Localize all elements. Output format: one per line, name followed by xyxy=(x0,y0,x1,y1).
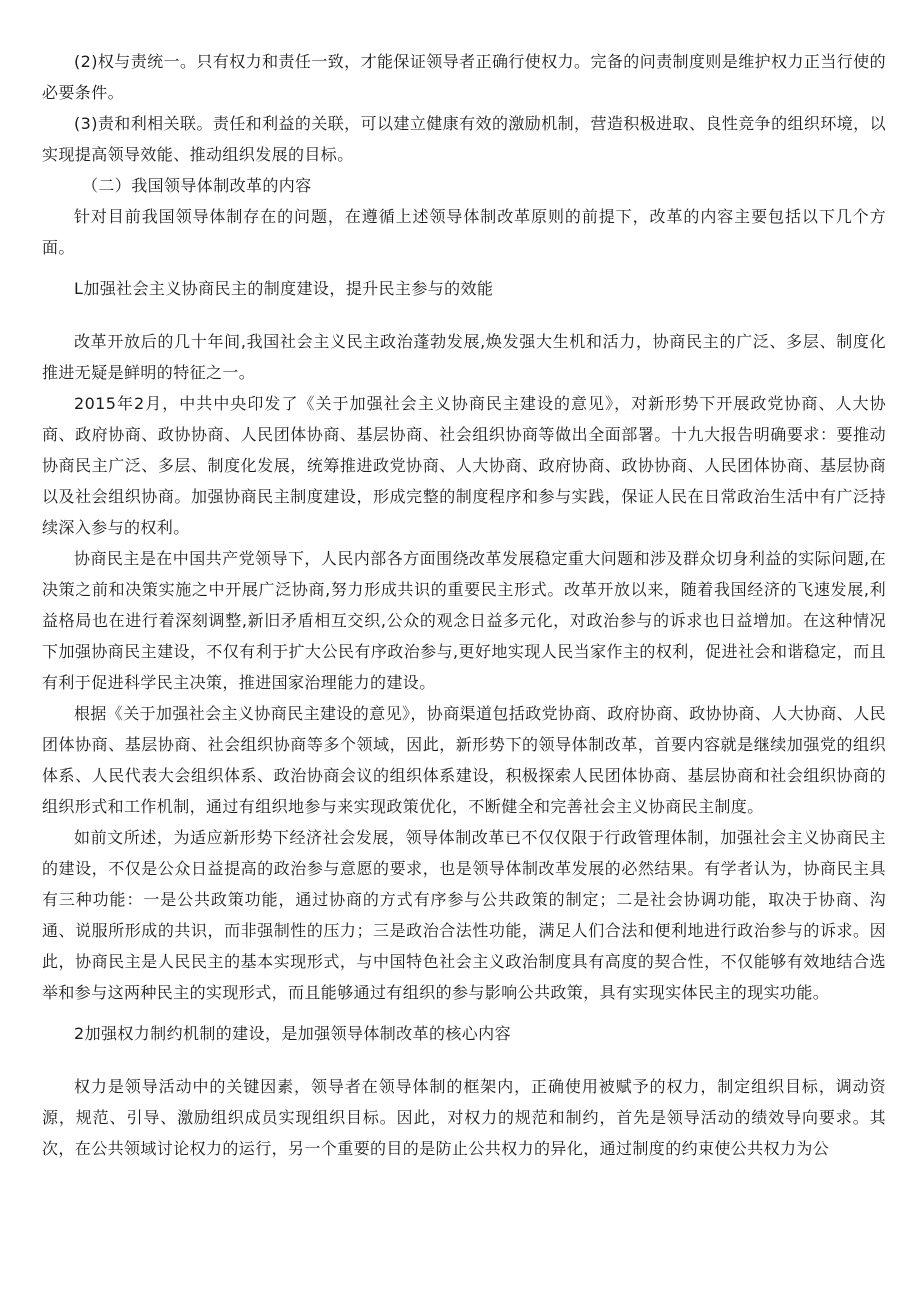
paragraph-consultation-channels: 根据《关于加强社会主义协商民主建设的意见》，协商渠道包括政党协商、政府协商、政协协商、人大协商、人民团体协商、基层协商、社会组织协商等多个领域，因此，新形势下的领导体制改革，首要内容就是继续加强党的组织体系、人民代表大会组织体系、政治协商会议的组织体系建设，积极探索人民团体协商、基层协商和社会组织协商的组织形式和工作机制，通过有组织地参与来实现政策优化，不断健全和完善社会主义协商民主制度。 xyxy=(42,704,887,816)
paragraph-responsibility-interest: (3)责和利相关联。责任和利益的关联，可以建立健康有效的激励机制，营造积极进取、良性竞争的组织环境，以实现提高领导效能、推动组织发展的目标。 xyxy=(42,114,886,164)
paragraph-reform-intro: 针对目前我国领导体制存在的问题，在遵循上述领导体制改革原则的前提下，改革的内容主要包括以下几个方面。 xyxy=(42,207,886,257)
subheading-power-restraint: 2加强权力制约机制的建设，是加强领导体制改革的核心内容 xyxy=(74,1024,511,1043)
paragraph-consultative-definition: 协商民主是在中国共产党领导下，人民内部各方面围绕改革发展稳定重大问题和涉及群众切身利益的实际问题,在决策之前和决策实施之中开展广泛协商,努力形成共识的重要民主形式。改革开放以来，随着我国经济的飞速发展,利益格局也在进行着深刻调整,新旧矛盾相互交织,公众的观念日益多元化，对政治参与的诉求也日益增加。在这种情况下加强协商民主建设，不仅有利于扩大公民有序政治参与,更好地实现人民当家作主的权利，促进社会和谐稳定，而且有利于促进科学民主决策，推进国家治理能力的建设。 xyxy=(42,549,886,692)
paragraph-democracy-development: 改革开放后的几十年间,我国社会主义民主政治蓬勃发展,焕发强大生机和活力，协商民主的广泛、多层、制度化推进无疑是鲜明的特征之一。 xyxy=(42,332,886,382)
paragraph-2015-opinion: 2015年2月，中共中央印发了《关于加强社会主义协商民主建设的意见》，对新形势下开展政党协商、人大协商、政府协商、政协协商、人民团体协商、基层协商、社会组织协商等做出全面部署。十九大报告明确要求：要推动协商民主广泛、多层、制度化发展，统筹推进政党协商、人大协商、政府协商、政协协商、人民团体协商、基层协商以及社会组织协商。加强协商民主制度建设，形成完整的制度程序和参与实践，保证人民在日常政治生活中有广泛持续深入参与的权利。 xyxy=(42,394,886,537)
subheading-consultative-democracy: L加强社会主义协商民主的制度建设，提升民主参与的效能 xyxy=(74,279,494,298)
paragraph-power-responsibility: (2)权与责统一。只有权力和责任一致，才能保证领导者正确行使权力。完备的问责制度则是维护权力正当行使的必要条件。 xyxy=(42,52,886,102)
paragraph-power-key-factor: 权力是领导活动中的关键因素，领导者在领导体制的框架内，正确使用被赋予的权力，制定组织目标，调动资源，规范、引导、激励组织成员实现组织目标。因此，对权力的规范和制约，首先是领导活动的绩效导向要求。其次，在公共领域讨论权力的运行，另一个重要的目的是防止公共权力的异化，通过制度的约束使公共权力为公 xyxy=(42,1077,886,1158)
document-page xyxy=(42,46,886,1164)
section-heading-reform-content: （二）我国领导体制改革的内容 xyxy=(82,176,312,195)
paragraph-three-functions: 如前文所述，为适应新形势下经济社会发展，领导体制改革已不仅仅限于行政管理体制，加强社会主义协商民主的建设，不仅是公众日益提高的政治参与意愿的要求，也是领导体制改革发展的必然结果。有学者认为，协商民主具有三种功能：一是公共政策功能，通过协商的方式有序参与公共政策的制定；二是社会协调功能，取决于协商、沟通、说服所形成的共识，而非强制性的压力；三是政治合法性功能，满足人们合法和便利地进行政治参与的诉求。因此，协商民主是人民民主的基本实现形式，与中国特色社会主义政治制度具有高度的契合性，不仅能够有效地结合选举和参与这两种民主的实现形式，而且能够通过有组织的参与影响公共政策，具有实现实体民主的现实功能。 xyxy=(42,828,886,1002)
